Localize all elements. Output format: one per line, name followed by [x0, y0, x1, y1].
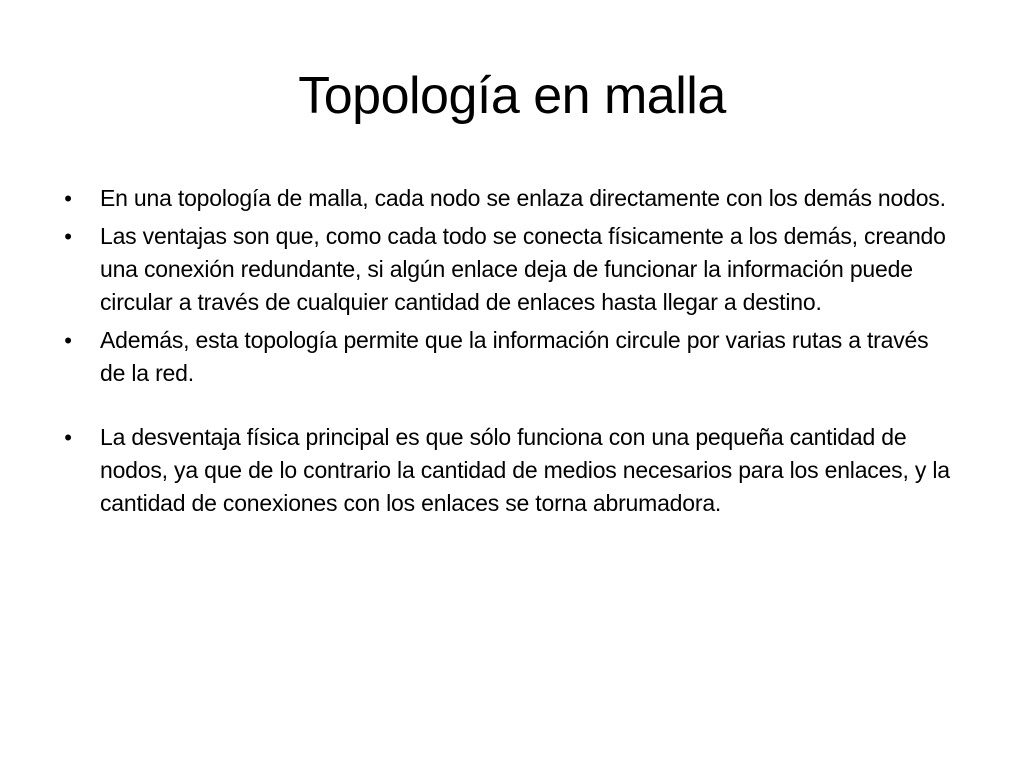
bullet-text: Las ventajas son que, como cada todo se conecta físicamente a los demás, creando una conexión redundante, si algún enlace deja de funcionar la información puede circular a través de cualquier cantidad de enlaces hasta llegar a destino. [100, 223, 946, 315]
bullet-icon: • [64, 328, 72, 353]
slide-title: Topología en malla [298, 67, 726, 125]
bullet-icon: • [64, 224, 72, 249]
bullet-item-multiple-routes [58, 324, 958, 390]
bullet-text: En una topología de malla, cada nodo se enlaza directamente con los demás nodos. [100, 185, 946, 211]
bullet-icon: • [64, 425, 72, 450]
bullet-text: La desventaja física principal es que sólo funciona con una pequeña cantidad de nodos, ya que de lo contrario la cantidad de medios necesarios para los enlaces, y la cantidad de conexiones con los enlaces se torna abrumadora. [100, 424, 950, 516]
bullet-item-advantages [58, 220, 958, 319]
bullet-item-disadvantage [58, 421, 958, 520]
bullet-icon: • [64, 186, 72, 211]
bullet-text: Además, esta topología permite que la información circule por varias rutas a través de la red. [100, 327, 929, 386]
bullet-item-mesh-definition [58, 182, 958, 215]
bullet-list [58, 182, 958, 525]
